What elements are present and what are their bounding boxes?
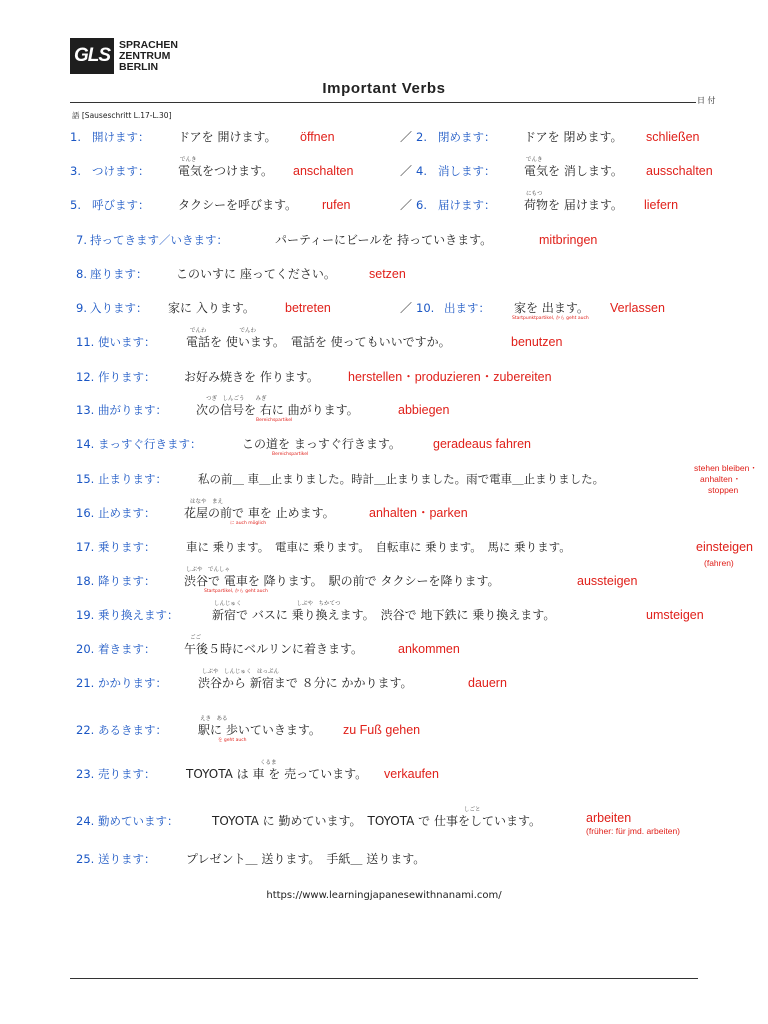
example-sentence: 新宿で バスに 乗り換えます。 渋谷で 地下鉄に 乗り換えます。 bbox=[212, 608, 556, 622]
verb: つけます： bbox=[92, 164, 150, 178]
subheader: 語 [Sauseschritt L.17-L.30] bbox=[72, 111, 172, 120]
verb: まっすぐ行きます： bbox=[98, 437, 202, 451]
translation-line-2: anhalten・ bbox=[700, 474, 742, 484]
title-rule bbox=[70, 102, 696, 103]
logo-line-3: BERLIN bbox=[119, 60, 159, 73]
verb: 勤めています： bbox=[98, 814, 179, 828]
item-number: 3. bbox=[70, 164, 81, 178]
verb-row-20 bbox=[0, 635, 768, 664]
item-number: 23. bbox=[76, 767, 95, 781]
item-number: 15. bbox=[76, 472, 95, 486]
verb-row-5 bbox=[0, 191, 768, 220]
source-url: https://www.learningjapanesewithnanami.com/ bbox=[266, 890, 502, 901]
example-sentence: プレゼント＿ 送ります。 手紙＿ 送ります。 bbox=[186, 852, 426, 866]
separator: ／ bbox=[400, 198, 413, 212]
example-sentence: 電話を 使います。 電話を 使ってもいいですか。 bbox=[186, 335, 451, 349]
example-sentence: 家に 入ります。 bbox=[168, 301, 255, 315]
item-number: 25. bbox=[76, 852, 95, 866]
verb-row-13 bbox=[0, 396, 768, 425]
translation: liefern bbox=[644, 198, 679, 212]
verb: 止めます： bbox=[98, 506, 156, 520]
verb: 送ります： bbox=[98, 852, 156, 866]
translation: arbeiten bbox=[586, 811, 632, 825]
furigana: でんわ でんわ bbox=[190, 328, 257, 334]
verb: 作ります： bbox=[98, 370, 156, 384]
page-title: Important Verbs bbox=[322, 80, 446, 97]
item-number: 24. bbox=[76, 814, 95, 828]
translation: öffnen bbox=[300, 130, 335, 144]
translation: einsteigen bbox=[696, 540, 753, 554]
item-number: 2. bbox=[416, 130, 427, 144]
verb-row-16 bbox=[0, 499, 768, 528]
verb: 乗ります： bbox=[98, 540, 156, 554]
verb-row-14 bbox=[0, 435, 768, 459]
item-number: 20. bbox=[76, 642, 95, 656]
example-sentence: 荷物を 届けます。 bbox=[524, 198, 623, 212]
item-number: 7. bbox=[76, 233, 87, 247]
item-number: 12. bbox=[76, 370, 95, 384]
translation: herstellen・produzieren・zubereiten bbox=[348, 370, 552, 384]
verb-row-21 bbox=[0, 669, 768, 698]
logo-text bbox=[119, 40, 178, 73]
verb: 売ります： bbox=[98, 767, 156, 781]
item-number: 21. bbox=[76, 676, 95, 690]
item-number: 19. bbox=[76, 608, 95, 622]
grammar-note: を geht auch bbox=[218, 738, 247, 743]
verb-row-3 bbox=[0, 157, 768, 186]
furigana: でんき bbox=[180, 157, 197, 163]
logo bbox=[70, 38, 178, 74]
furigana: にもつ bbox=[526, 191, 543, 197]
furigana: でんき bbox=[526, 157, 543, 163]
grammar-note: Bereichspartikel bbox=[256, 418, 293, 423]
translation: anschalten bbox=[293, 164, 354, 178]
verb: 入ります： bbox=[90, 301, 148, 315]
verb: 使います： bbox=[98, 335, 156, 349]
translation: stehen bleiben・ bbox=[694, 463, 758, 473]
verb-row-23 bbox=[0, 760, 768, 789]
verb: 座ります： bbox=[90, 267, 148, 281]
item-number: 10. bbox=[416, 301, 435, 315]
furigana: ごご bbox=[190, 635, 202, 641]
verb: 出ます： bbox=[444, 301, 490, 315]
date-label: 日 付 bbox=[697, 96, 716, 105]
furigana: しぶや でんしゃ bbox=[186, 567, 231, 573]
verb-row-25 bbox=[0, 850, 768, 874]
translation: abbiegen bbox=[398, 403, 450, 417]
item-number: 13. bbox=[76, 403, 95, 417]
verb: 届けます： bbox=[438, 198, 496, 212]
translation: zu Fuß gehen bbox=[343, 723, 421, 737]
grammar-note: Startpartikel, から geht auch bbox=[204, 589, 268, 594]
verb-row-7 bbox=[0, 231, 768, 255]
translation: verkaufen bbox=[384, 767, 439, 781]
verb: 閉めます： bbox=[438, 130, 496, 144]
translation: benutzen bbox=[511, 335, 563, 349]
item-number: 1. bbox=[70, 130, 81, 144]
example-sentence: タクシーを呼びます。 bbox=[178, 198, 298, 212]
item-number: 16. bbox=[76, 506, 95, 520]
verb: あるきます： bbox=[98, 723, 167, 737]
separator: ／ bbox=[400, 130, 413, 144]
translation: mitbringen bbox=[539, 233, 598, 247]
verb: 開けます： bbox=[92, 130, 150, 144]
item-number: 8. bbox=[76, 267, 87, 281]
example-sentence: 駅に 歩いていきます。 bbox=[198, 723, 321, 737]
translation-line-2: (fahren) bbox=[704, 558, 734, 568]
footer-rule bbox=[70, 978, 698, 979]
translation: ausschalten bbox=[646, 164, 713, 178]
verb-row-8 bbox=[0, 265, 768, 289]
item-number: 5. bbox=[70, 198, 81, 212]
logo-line-2: ZENTRUM bbox=[119, 49, 171, 62]
example-sentence: 渋谷で 電車を 降ります。 駅の前で タクシーを降ります。 bbox=[184, 574, 500, 588]
separator: ／ bbox=[400, 164, 413, 178]
translation: anhalten・parken bbox=[369, 506, 468, 520]
example-sentence: このいすに 座ってください。 bbox=[176, 267, 336, 281]
furigana: えき ある bbox=[200, 716, 228, 722]
example-sentence: この道を まっすぐ行きます。 bbox=[242, 437, 401, 451]
example-sentence: TOYOTA は 車 を 売っています。 bbox=[186, 767, 368, 781]
item-number: 22. bbox=[76, 723, 95, 737]
verb-row-22 bbox=[0, 716, 768, 745]
logo-line-1: SPRACHEN bbox=[119, 38, 178, 51]
item-number: 17. bbox=[76, 540, 95, 554]
translation: aussteigen bbox=[577, 574, 638, 588]
example-sentence: 車に 乗ります。 電車に 乗ります。 自転車に 乗ります。 馬に 乗ります。 bbox=[186, 540, 571, 554]
verb-row-24 bbox=[0, 807, 768, 836]
example-sentence: 電気をつけます。 bbox=[178, 164, 274, 178]
translation: setzen bbox=[369, 267, 406, 281]
verb: 着きます： bbox=[98, 642, 156, 656]
translation: rufen bbox=[322, 198, 351, 212]
verb: 乗り換えます： bbox=[98, 608, 179, 622]
translation: ankommen bbox=[398, 642, 460, 656]
verb-row-12 bbox=[0, 368, 768, 392]
verb-row-15 bbox=[0, 463, 768, 495]
translation: umsteigen bbox=[646, 608, 704, 622]
example-sentence: 私の前＿ 車＿止まりました。時計＿止まりました。雨で電車＿止まりました。 bbox=[198, 472, 605, 486]
item-number: 11. bbox=[76, 335, 95, 349]
grammar-note: Startpunktpartikel, から geht auch bbox=[512, 316, 589, 321]
item-number: 18. bbox=[76, 574, 95, 588]
furigana: はなや まえ bbox=[190, 499, 224, 505]
example-sentence: 花屋の前で 車を 止めます。 bbox=[184, 506, 335, 520]
verb: 曲がります： bbox=[98, 403, 167, 417]
verb-row-11 bbox=[0, 328, 768, 357]
translation: schließen bbox=[646, 130, 700, 144]
verb: 呼びます： bbox=[92, 198, 150, 212]
example-sentence: お好み焼きを 作ります。 bbox=[184, 370, 319, 384]
verb-row-19 bbox=[0, 601, 768, 630]
separator: ／ bbox=[400, 301, 413, 315]
example-sentence: ドアを 開けます。 bbox=[178, 130, 277, 144]
verb-row-1 bbox=[0, 128, 768, 152]
example-sentence: 午後５時にベルリンに着きます。 bbox=[184, 642, 364, 656]
grammar-note: に auch möglich bbox=[230, 521, 267, 526]
translation: dauern bbox=[468, 676, 507, 690]
logo-mark: GLS bbox=[70, 38, 114, 74]
furigana: しんじゅく しぶや ちかてつ bbox=[214, 601, 341, 607]
furigana: つぎ しんごう みぎ bbox=[206, 396, 267, 402]
furigana: しごと bbox=[464, 807, 481, 813]
translation: geradeaus fahren bbox=[433, 437, 531, 451]
example-sentence: 電気を 消します。 bbox=[524, 164, 623, 178]
item-number: 14. bbox=[76, 437, 95, 451]
example-sentence: 渋谷から 新宿まで ８分に かかります。 bbox=[198, 676, 413, 690]
item-number: 9. bbox=[76, 301, 87, 315]
item-number: 4. bbox=[416, 164, 427, 178]
translation: betreten bbox=[285, 301, 331, 315]
example-sentence: ドアを 閉めます。 bbox=[524, 130, 623, 144]
grammar-note: Bereichspartikel bbox=[272, 452, 309, 457]
verb-row-17 bbox=[0, 538, 768, 568]
verb: 消します： bbox=[438, 164, 496, 178]
example-sentence: TOYOTA に 勤めています。 TOYOTA で 仕事をしています。 bbox=[212, 814, 542, 828]
furigana: くるま bbox=[260, 760, 277, 766]
example-sentence: 家を 出ます。 bbox=[514, 301, 589, 315]
translation: Verlassen bbox=[610, 301, 665, 315]
verb-row-9 bbox=[0, 299, 768, 323]
item-number: 6. bbox=[416, 198, 427, 212]
furigana: しぶや しんじゅく はっぷん bbox=[202, 669, 280, 675]
verb: かかります： bbox=[98, 676, 167, 690]
verb: 降ります： bbox=[98, 574, 156, 588]
verb-row-18 bbox=[0, 567, 768, 596]
example-sentence: パーティーにビールを 持っていきます。 bbox=[275, 233, 493, 247]
example-sentence: 次の信号を 右に 曲がります。 bbox=[196, 403, 359, 417]
verb: 止まります： bbox=[98, 472, 167, 486]
verb: 持ってきます／いきます： bbox=[90, 233, 228, 247]
translation-line-3: stoppen bbox=[708, 485, 739, 495]
translation-line-2: (früher: für jmd. arbeiten) bbox=[586, 826, 681, 836]
